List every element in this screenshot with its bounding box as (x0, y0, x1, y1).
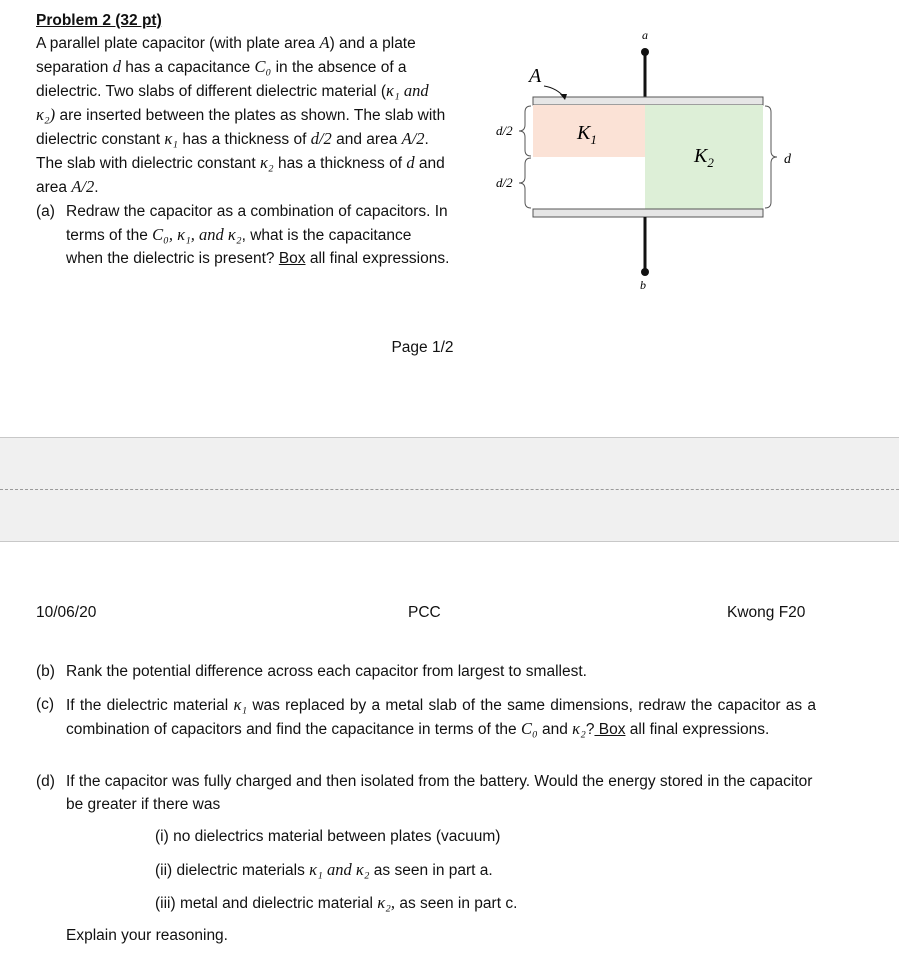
intro-line: The slab with dielectric constant κ₂ has a thickness of d and (36, 153, 445, 172)
bottom-plate (533, 209, 763, 217)
terminal-b-label: b (640, 278, 646, 292)
separation-brace (765, 106, 777, 208)
part-a-question: (a) Redraw the capacitor as a combination of capacitors. In terms of the C₀, κ₁, and κ₂, what is the capacitance when the dielectric is present? Box all final expressions. (36, 200, 486, 270)
intro-line: κ₂) are inserted between the plates as shown. The slab with (36, 105, 446, 124)
upper-brace (519, 106, 531, 156)
terminal-a-dot (641, 48, 649, 56)
problem-title: Problem 2 (32 pt) (36, 12, 162, 29)
intro-line: area A/2. (36, 177, 99, 196)
page-break-divider (0, 489, 899, 490)
intro-line: A parallel plate capacitor (with plate area A) and a plate (36, 33, 416, 52)
terminal-a-label: a (642, 28, 648, 42)
part-b-question: (b) Rank the potential difference across each capacitor from largest to smallest. (36, 663, 587, 680)
part-d-option-ii: (ii) dielectric materials κ₁ and κ₂ as seen in part a. (155, 860, 493, 879)
header-school: PCC (408, 604, 441, 621)
header-date: 10/06/20 (36, 604, 97, 621)
upper-half-label: d/2 (496, 123, 513, 138)
k1-label: $K_1$ (577, 122, 597, 147)
intro-line: dielectric. Two slabs of different dielectric material (κ₁ and (36, 81, 429, 100)
part-c-question: (c) If the dielectric material κ₁ was replaced by a metal slab of the same dimensions, redraw the capacitor as a combination of capacitors and find the capacitance in terms of the C₀ and κ₂? Box all final expressions. (36, 695, 816, 738)
part-d-option-i: (i) no dielectrics material between plates (vacuum) (155, 828, 501, 845)
separation-label: d (784, 152, 791, 167)
lower-half-label: d/2 (496, 175, 513, 190)
capacitor-diagram (487, 22, 817, 297)
k2-label: $K_2$ (694, 145, 714, 170)
part-d-question: (d) If the capacitor was fully charged and then isolated from the battery. Would the energy stored in the capacitor be greater if there was (36, 773, 813, 813)
page-number: Page 1/2 (391, 339, 454, 356)
problem-intro (36, 31, 484, 199)
intro-line: separation d has a capacitance C₀ in the absence of a (36, 57, 407, 76)
header-course: Kwong F20 (727, 604, 806, 621)
page-break-gap (0, 437, 899, 542)
area-label: A (529, 65, 542, 87)
intro-line: dielectric constant κ₁ has a thickness of d/2 and area A/2. (36, 129, 429, 148)
top-plate (533, 97, 763, 105)
lower-brace (519, 158, 531, 208)
terminal-b-dot (641, 268, 649, 276)
closing-instruction: Explain your reasoning. (66, 927, 228, 944)
part-a-label: (a) (36, 203, 55, 220)
part-d-option-iii: (iii) metal and dielectric material κ₂, as seen in part c. (155, 893, 518, 912)
